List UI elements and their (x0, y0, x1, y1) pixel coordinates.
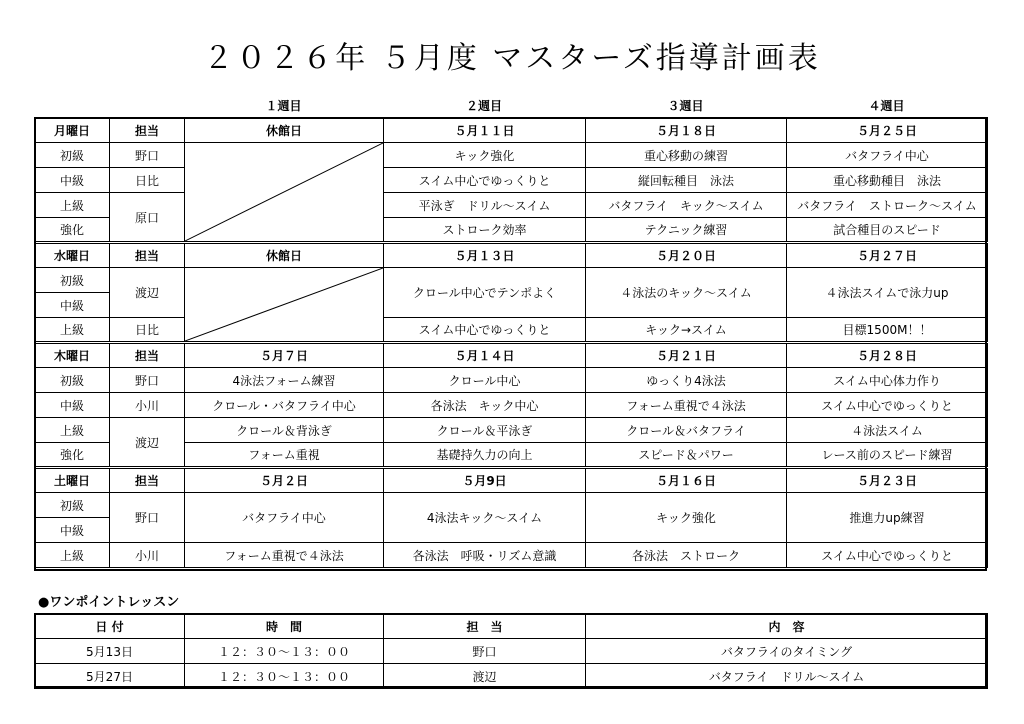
date-cell: ５月２１日 (586, 343, 787, 368)
plan-cell: スピード＆パワー (586, 443, 787, 468)
plan-cell: クロール＆平泳ぎ (384, 418, 586, 443)
content-cell: バタフライのタイミング (586, 639, 988, 664)
table-row (35, 418, 988, 443)
table-row (35, 543, 988, 568)
level-cell: 上級 (35, 318, 110, 343)
plan-cell: 推進力up練習 (787, 493, 988, 543)
plan-cell: スイム中心でゆっくりと (384, 318, 586, 343)
level-cell: 中級 (35, 393, 110, 418)
level-cell: 初級 (35, 143, 110, 168)
teacher-cell: 渡辺 (110, 268, 185, 318)
page-title: ２０２６年 ５月度 マスターズ指導計画表 (203, 41, 821, 76)
plan-cell: 各泳法 呼吸・リズム意識 (384, 543, 586, 568)
date-cell: ５月２０日 (586, 243, 787, 268)
diagonal-line (185, 268, 383, 341)
plan-cell: 4泳法フォーム練習 (185, 368, 384, 393)
plan-cell: クロール中心でテンポよく (384, 268, 586, 318)
level-cell: 上級 (35, 193, 110, 218)
plan-cell: スイム中心でゆっくりと (787, 393, 988, 418)
tantou-header: 担 当 (384, 614, 586, 639)
level-cell: 中級 (35, 168, 110, 193)
plan-cell: キック→スイム (586, 318, 787, 343)
plan-cell: フォーム重視で４泳法 (185, 543, 384, 568)
plan-cell: 縦回転種目 泳法 (586, 168, 787, 193)
plan-cell: キック強化 (384, 143, 586, 168)
schedule-table (34, 117, 988, 568)
plan-cell: ストローク効率 (384, 218, 586, 243)
table-row (35, 193, 988, 218)
tantou-header: 担当 (110, 118, 185, 143)
table-row (35, 493, 988, 518)
one-point-title: ●ワンポイントレッスン (38, 595, 180, 610)
plan-cell: 試合種目のスピード (787, 218, 988, 243)
teacher-cell: 野口 (110, 368, 185, 393)
plan-cell: スイム中心でゆっくりと (384, 168, 586, 193)
plan-cell: 平泳ぎ ドリル～スイム (384, 193, 586, 218)
plan-cell: 4泳法キック～スイム (384, 493, 586, 543)
wednesday-header-row (35, 243, 988, 268)
date-cell: 休館日 (185, 243, 384, 268)
plan-cell: 各泳法 キック中心 (384, 393, 586, 418)
date-cell: ５月２８日 (787, 343, 988, 368)
date-cell: ５月２５日 (787, 118, 988, 143)
plan-cell: 目標1500M！！ (787, 318, 988, 343)
plan-cell: バタフライ中心 (787, 143, 988, 168)
plan-cell: 重心移動種目 泳法 (787, 168, 988, 193)
plan-cell: バタフライ ストローク～スイム (787, 193, 988, 218)
table-row (35, 639, 988, 664)
table-row (35, 664, 988, 689)
content-cell: バタフライ ドリル～スイム (586, 664, 988, 689)
plan-cell: 各泳法 ストローク (586, 543, 787, 568)
thursday-header-row (35, 343, 988, 368)
monday-header-row (35, 118, 988, 143)
closed-cell (185, 268, 384, 343)
date-cell: ５月9日 (384, 468, 586, 493)
table-row (35, 143, 988, 168)
content-header: 内 容 (586, 614, 988, 639)
teacher-cell: 原口 (110, 193, 185, 243)
table-row (35, 368, 988, 393)
week2-header: ２週目 (465, 98, 502, 113)
date-cell: ５月１３日 (384, 243, 586, 268)
table-row (35, 393, 988, 418)
day-label: 水曜日 (35, 243, 110, 268)
tantou-header: 担当 (110, 343, 185, 368)
day-label: 月曜日 (35, 118, 110, 143)
week1-header: １週目 (265, 98, 302, 113)
teacher-cell: 渡辺 (384, 664, 586, 689)
plan-cell: クロール中心 (384, 368, 586, 393)
date-cell: 5月27日 (35, 664, 185, 689)
week4-header: ４週目 (868, 98, 905, 113)
level-cell: 中級 (35, 293, 110, 318)
saturday-header-row (35, 468, 988, 493)
one-point-table (34, 613, 988, 689)
table-row (35, 268, 988, 293)
plan-cell: 重心移動の練習 (586, 143, 787, 168)
plan-cell: スイム中心体力作り (787, 368, 988, 393)
plan-cell: クロール・バタフライ中心 (185, 393, 384, 418)
plan-cell: フォーム重視 (185, 443, 384, 468)
teacher-cell: 日比 (110, 318, 185, 343)
plan-cell: キック強化 (586, 493, 787, 543)
time-header: 時 間 (185, 614, 384, 639)
date-cell: ５月２日 (185, 468, 384, 493)
date-cell: ５月２３日 (787, 468, 988, 493)
plan-cell: ゆっくり4泳法 (586, 368, 787, 393)
date-cell: 5月13日 (35, 639, 185, 664)
level-cell: 中級 (35, 518, 110, 543)
teacher-cell: 日比 (110, 168, 185, 193)
closed-cell (185, 143, 384, 243)
plan-cell: テクニック練習 (586, 218, 787, 243)
plan-cell: ４泳法スイム (787, 418, 988, 443)
level-cell: 上級 (35, 543, 110, 568)
plan-cell: バタフライ中心 (185, 493, 384, 543)
date-cell: ５月１１日 (384, 118, 586, 143)
teacher-cell: 渡辺 (110, 418, 185, 468)
plan-cell: クロール＆背泳ぎ (185, 418, 384, 443)
plan-cell: ４泳法のキック～スイム (586, 268, 787, 318)
plan-cell: レース前のスピード練習 (787, 443, 988, 468)
table-row (35, 168, 988, 193)
level-cell: 上級 (35, 418, 110, 443)
date-cell: 休館日 (185, 118, 384, 143)
level-cell: 初級 (35, 493, 110, 518)
plan-cell: フォーム重視で４泳法 (586, 393, 787, 418)
teacher-cell: 野口 (384, 639, 586, 664)
week3-header: ３週目 (667, 98, 704, 113)
date-cell: ５月１８日 (586, 118, 787, 143)
plan-cell: バタフライ キック～スイム (586, 193, 787, 218)
day-label: 木曜日 (35, 343, 110, 368)
teacher-cell: 野口 (110, 493, 185, 543)
diagonal-line (185, 143, 383, 241)
day-label: 土曜日 (35, 468, 110, 493)
tantou-header: 担当 (110, 468, 185, 493)
date-cell: ５月１４日 (384, 343, 586, 368)
time-cell: １２：３０～１３：００ (185, 664, 384, 689)
plan-cell: ４泳法スイムで泳力up (787, 268, 988, 318)
level-cell: 初級 (35, 368, 110, 393)
time-cell: １２：３０～１３：００ (185, 639, 384, 664)
plan-cell: スイム中心でゆっくりと (787, 543, 988, 568)
date-cell: ５月１６日 (586, 468, 787, 493)
teacher-cell: 小川 (110, 543, 185, 568)
teacher-cell: 野口 (110, 143, 185, 168)
plan-cell: クロール＆バタフライ (586, 418, 787, 443)
week-header-row (34, 95, 987, 115)
tantou-header: 担当 (110, 243, 185, 268)
date-cell: ５月２７日 (787, 243, 988, 268)
one-point-header-row (35, 614, 988, 639)
teacher-cell: 小川 (110, 393, 185, 418)
level-cell: 強化 (35, 218, 110, 243)
plan-cell: 基礎持久力の向上 (384, 443, 586, 468)
table-row (35, 318, 988, 343)
level-cell: 強化 (35, 443, 110, 468)
date-cell: ５月７日 (185, 343, 384, 368)
date-header: 日 付 (35, 614, 185, 639)
level-cell: 初級 (35, 268, 110, 293)
